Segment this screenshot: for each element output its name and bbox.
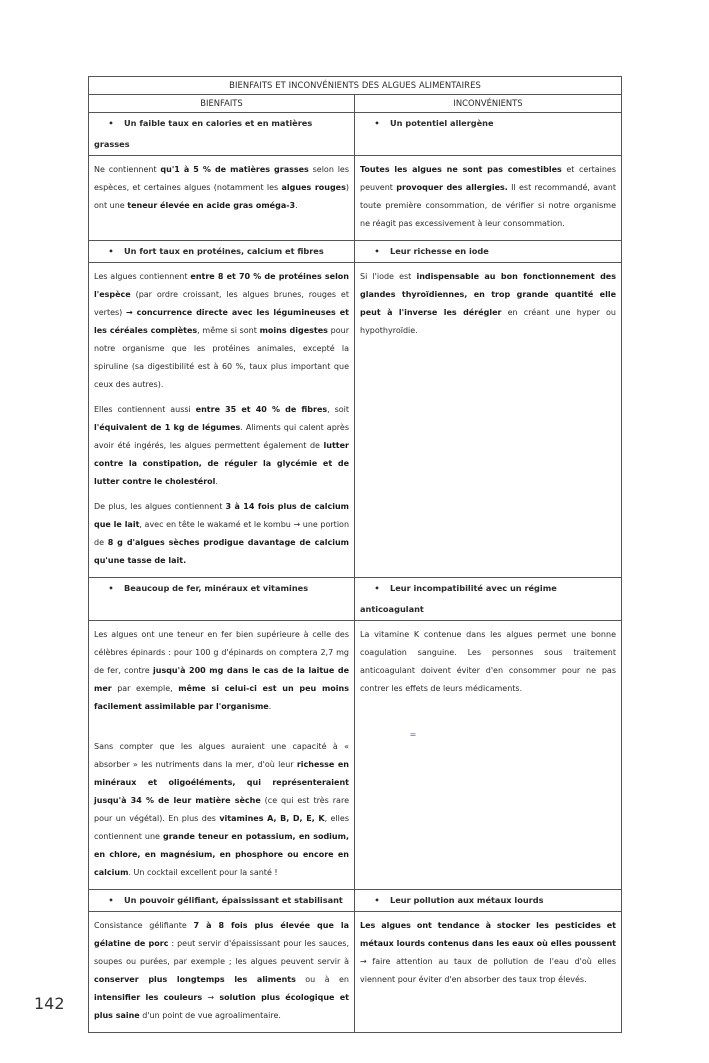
paragraph: Les algues ont tendance à stocker les pesticides et métaux lourds contenus dans les eaux où elles poussent → faire attention au taux de pollution de l'eau d'où elles viennent pour éviter d'en absorber des taux trop élevés. [360,921,616,984]
paragraph: Les algues ont une teneur en fer bien supérieure à celle des célèbres épinards : pour 100 g d'épinards on comptera 2,7 mg de fer, contre jusqu'à 200 mg dans le cas de la laitue de mer par exemple, même si celui-ci est un peu moins facilement assimilable par l'organisme. [94,630,349,711]
benefits-drawbacks-table [88,76,622,1033]
bullet-icon: • [374,246,380,256]
page-number: 142 [34,994,65,1013]
paragraph: Toutes les algues ne sont pas comestibles et certaines peuvent provoquer des allergies. Il est recommandé, avant toute première consommation, de vérifier si notre organisme ne réagit pas excessivement à leur consommation. [360,165,616,228]
bullet-icon: • [374,895,380,905]
section-heading-gelling: • Un pouvoir gélifiant, épaississant et stabilisant [89,890,355,912]
arrow-icon: → [125,308,133,317]
bullet-icon: • [374,118,380,128]
section-heading-anticoagulant: • Leur incompatibilité avec un régime anticoagulant [355,578,622,621]
arrow-icon: → [207,993,215,1002]
section-heading-allergen: • Un potentiel allergène [355,113,622,156]
paragraph: Elles contiennent aussi entre 35 et 40 % de fibres, soit l'équivalent de 1 kg de légumes. Aliments qui calent après avoir été ingérés, les algues permettent également de lutter contre la constipation, de réguler la glycémie et de lutter contre le cholestérol. [94,405,350,486]
drawback-text-allergy [355,156,622,241]
drawback-text-heavy-metals [355,912,622,1033]
paragraph: Consistance gélifiante 7 à 8 fois plus élevée que la gélatine de porc : peut servir d'épaississant pour les sauces, soupes ou purées, par exemple ; les algues peuvent servir à conserver plus longtemps les aliments ou à en intensifier les couleurs → solution plus écologique et plus saine d'un point de vue agroalimentaire. [94,921,350,1020]
section-heading-minerals: • Beaucoup de fer, minéraux et vitamines [89,578,355,621]
paragraph: La vitamine K contenue dans les algues permet une bonne coagulation sanguine. Les personnes sous traitement anticoagulant doivent éviter d'en consommer pour ne pas contrer les effets de leurs médicaments. [360,630,616,693]
paragraph: Sans compter que les algues auraient une capacité à « absorber » les nutriments dans la mer, d'où leur richesse en minéraux et oligoéléments, qui représenteraient jusqu'à 34 % de leur matière sèche (ce qui est très rare pour un végétal). En plus des vitamines A, B, D, E, K, elles contiennent une grande teneur en potassium, en sodium, en chlore, en magnésium, en phosphore ou encore en calcium. Un cocktail excellent pour la santé ! [94,742,350,877]
benefit-text-fat [89,156,355,241]
table-title: BIENFAITS ET INCONVÉNIENTS DES ALGUES ALIMENTAIRES [89,77,622,95]
drawback-text-anticoagulant [355,621,622,890]
drawback-text-iodine [355,263,622,578]
column-header-benefits: BIENFAITS [89,95,355,113]
section-heading-low-calories: • Un faible taux en calories et en matières grasses [89,113,355,156]
paragraph: Ne contiennent qu'1 à 5 % de matières grasses selon les espèces, et certaines algues (notamment les algues rouges) ont une teneur élevée en acide gras oméga-3. [94,165,350,210]
arrow-icon: → [360,957,367,966]
paragraph: Si l'iode est indispensable au bon fonctionnement des glandes thyroïdiennes, en trop grande quantité elle peut à l'inverse les dérégler en créant une hyper ou hypothyroïdie. [360,272,617,335]
section-heading-proteins: • Un fort taux en protéines, calcium et fibres [89,241,355,263]
bullet-icon: • [108,118,114,128]
section-heading-heavy-metals: • Leur pollution aux métaux lourds [355,890,622,912]
bullet-icon: • [108,583,114,593]
paragraph: De plus, les algues contiennent 3 à 14 fois plus de calcium que le lait, avec en tête le wakamé et le kombu → une portion de 8 g d'algues sèches prodigue davantage de calcium qu'une tasse de lait. [94,502,350,565]
paragraph: Les algues contiennent entre 8 et 70 % de protéines selon l'espèce (par ordre croissant, les algues brunes, rouges et vertes) → concurrence directe avec les légumineuses et les céréales complètes, même si sont moins digestes pour notre organisme que les protéines animales, excepté la spiruline (sa digestibilité est à 60 %, taux plus important que ceux des autres). [94,272,349,389]
benefit-text-minerals [89,621,355,890]
column-header-drawbacks: INCONVÉNIENTS [355,95,622,113]
equals-sign: = [409,730,417,739]
section-heading-iodine: • Leur richesse en iode [355,241,622,263]
benefit-text-gelling [89,912,355,1033]
bullet-icon: • [108,895,114,905]
arrow-icon: → [293,520,301,529]
benefit-text-proteins [89,263,355,578]
bullet-icon: • [108,246,114,256]
bullet-icon: • [374,583,380,593]
